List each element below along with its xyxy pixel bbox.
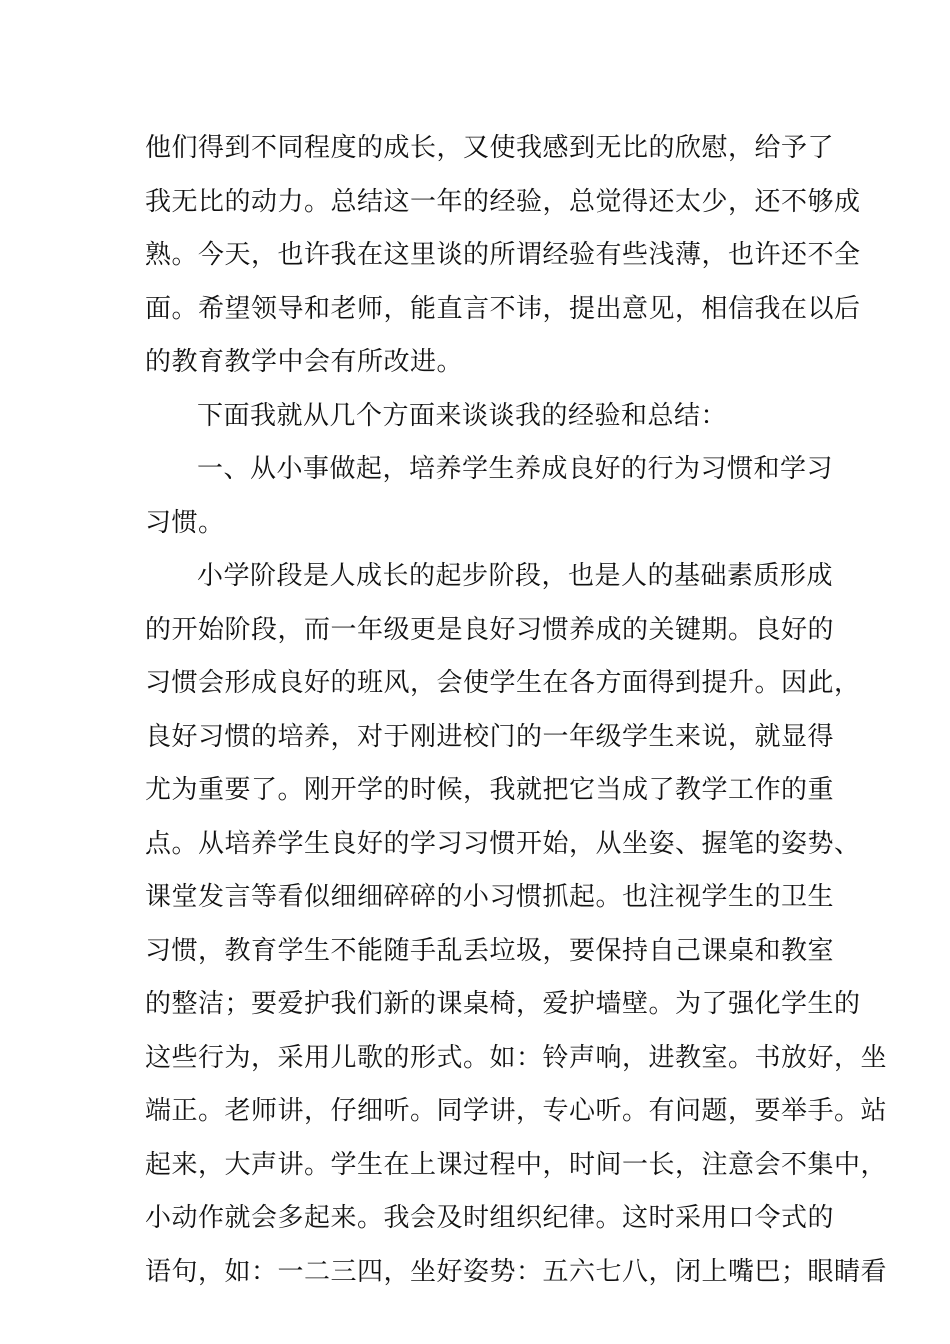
text-line: 小动作就会多起来。我会及时组织纪律。这时采用口令式的	[145, 1203, 835, 1233]
text-line: 语句，如：一二三四，坐好姿势：五六七八，闭上嘴巴；眼睛看	[145, 1256, 888, 1287]
text-line: 的开始阶段，而一年级更是良好习惯养成的关键期。良好的	[145, 614, 835, 645]
section-heading	[145, 443, 834, 550]
text-line: 习惯。	[145, 507, 225, 538]
text-line: 的整洁；要爱护我们新的课桌椅，爱护墙壁。为了强化学生的	[145, 989, 861, 1019]
paragraph	[145, 390, 807, 444]
text-line: 下面我就从几个方面来谈谈我的经验和总结：	[197, 400, 728, 431]
text-line: 他们得到不同程度的成长，又使我感到无比的欣慰，给予了	[145, 133, 835, 163]
text-line: 起来，大声讲。学生在上课过程中，时间一长，注意会不集中，	[145, 1149, 888, 1180]
text-line: 尤为重要了。刚开学的时候，我就把它当成了教学工作的重	[145, 775, 835, 805]
document-body	[145, 122, 888, 1299]
text-line: 端正。老师讲，仔细听。同学讲，专心听。有问题，要举手。站	[145, 1096, 888, 1126]
text-line: 小学阶段是人成长的起步阶段，也是人的基础素质形成	[197, 561, 834, 591]
text-line: 这些行为，采用儿歌的形式。如：铃声响，进教室。书放好，坐	[145, 1042, 888, 1073]
text-line: 良好习惯的培养，对于刚进校门的一年级学生来说，就显得	[145, 721, 835, 752]
text-line: 面。希望领导和老师，能直言不讳，提出意见，相信我在以后	[145, 293, 861, 324]
text-line: 点。从培养学生良好的学习习惯开始，从坐姿、握笔的姿势、	[145, 828, 861, 859]
text-line: 习惯会形成良好的班风，会使学生在各方面得到提升。因此，	[145, 668, 861, 698]
paragraph	[145, 550, 888, 1299]
text-line: 习惯，教育学生不能随手乱丢垃圾，要保持自己课桌和教室	[145, 935, 835, 966]
text-line: 熟。今天，也许我在这里谈的所谓经验有些浅薄，也许还不全	[145, 240, 861, 270]
text-line: 课堂发言等看似细细碎碎的小习惯抓起。也注视学生的卫生	[145, 882, 835, 912]
text-line: 我无比的动力。总结这一年的经验，总觉得还太少，还不够成	[145, 186, 861, 217]
paragraph	[145, 122, 861, 390]
text-line: 一、从小事做起，培养学生养成良好的行为习惯和学习	[197, 454, 834, 484]
text-line: 的教育教学中会有所改进。	[145, 347, 464, 377]
